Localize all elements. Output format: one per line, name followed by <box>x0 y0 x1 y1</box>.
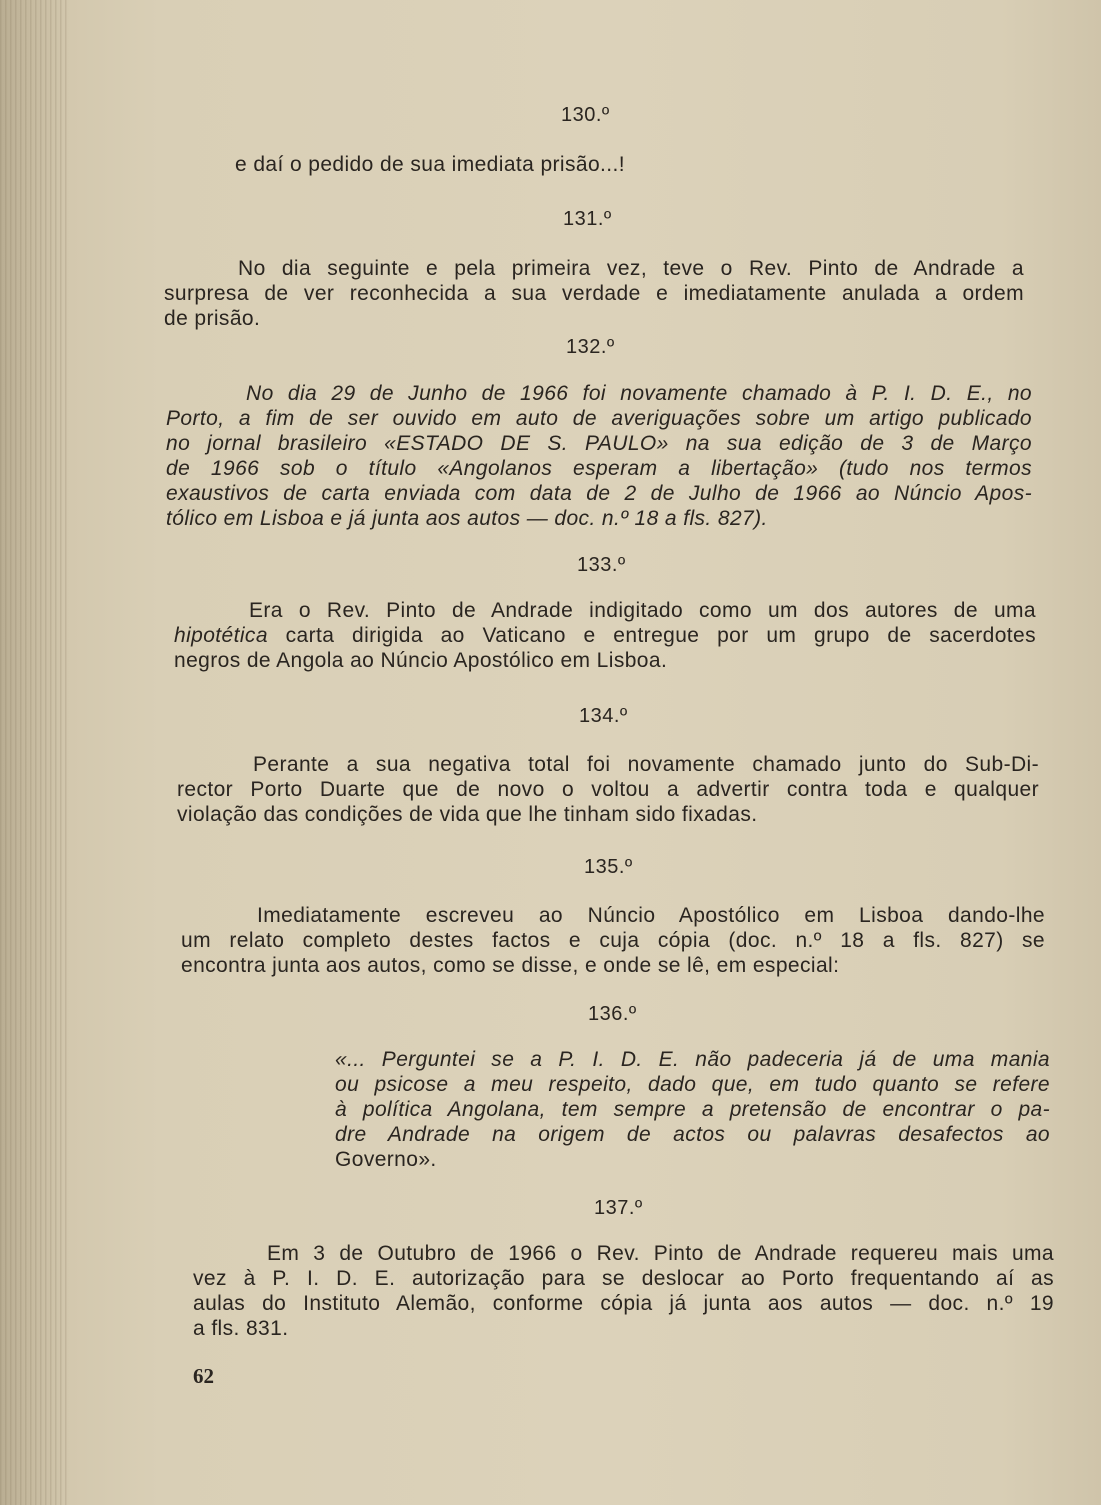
paragraph-line: vez à P. I. D. E. autorização para se deslocar ao Porto frequentando aí as <box>193 1267 1054 1290</box>
paragraph-line: No dia seguinte e pela primeira vez, teve o Rev. Pinto de Andrade a <box>238 257 1024 280</box>
paragraph-line: violação das condições de vida que lhe tinham sido fixadas. <box>177 803 758 826</box>
paragraph-line: a fls. 831. <box>193 1317 289 1340</box>
paragraph-line: negros de Angola ao Núncio Apostólico em Lisboa. <box>174 649 668 672</box>
paragraph-line: ou psicose a meu respeito, dado que, em tudo quanto se refere <box>335 1073 1050 1096</box>
paragraph-line: surpresa de ver reconhecida a sua verdade e imediatamente anulada a ordem <box>164 282 1024 305</box>
paragraph-line: tólico em Lisboa e já junta aos autos — doc. n.º 18 a fls. 827). <box>166 507 768 530</box>
paragraph-line: Era o Rev. Pinto de Andrade indigitado como um dos autores de uma <box>249 599 1036 622</box>
paragraph-line: «... Perguntei se a P. I. D. E. não padeceria já de uma mania <box>335 1048 1050 1071</box>
page-number: 62 <box>193 1364 214 1388</box>
section-number: 131.º <box>563 208 612 230</box>
paragraph <box>181 903 1045 978</box>
paragraph-line: no jornal brasileiro «ESTADO DE S. PAULO» na sua edição de 3 de Março <box>166 432 1032 455</box>
paragraph-line: No dia 29 de Junho de 1966 foi novamente chamado à P. I. D. E., no <box>246 382 1032 405</box>
paragraph-line: à política Angolana, tem sempre a pretensão de encontrar o pa- <box>335 1098 1050 1121</box>
emphasized-word: hipotética <box>174 624 268 647</box>
section-number: 130.º <box>561 104 610 126</box>
paragraph-line: carta dirigida ao Vaticano e entregue por um grupo de sacerdotes <box>285 624 1036 647</box>
paragraph <box>235 152 835 177</box>
paragraph-line: rector Porto Duarte que de novo o voltou a advertir contra toda e qualquer <box>177 778 1039 801</box>
paragraph-line: Perante a sua negativa total foi novamente chamado junto do Sub-Di- <box>253 753 1039 776</box>
section-number: 137.º <box>594 1197 643 1219</box>
paragraph <box>193 1241 1054 1341</box>
paragraph-line: Em 3 de Outubro de 1966 o Rev. Pinto de Andrade requereu mais uma <box>267 1242 1054 1265</box>
paragraph-line: Porto, a fim de ser ouvido em auto de averiguações sobre um artigo publicado <box>166 407 1032 430</box>
paragraph-line-with-emphasis <box>174 623 1036 648</box>
paragraph-line: um relato completo destes factos e cuja cópia (doc. n.º 18 a fls. 827) se <box>181 929 1045 952</box>
section-number: 136.º <box>588 1003 637 1025</box>
paragraph-line: e daí o pedido de sua imediata prisão...! <box>235 153 625 176</box>
section-number: 133.º <box>577 554 626 576</box>
paragraph <box>166 381 1032 531</box>
paragraph-line: Governo». <box>335 1148 437 1171</box>
paragraph-line: encontra junta aos autos, como se disse, e onde se lê, em especial: <box>181 954 840 977</box>
paragraph-line: aulas do Instituto Alemão, conforme cópia já junta aos autos — doc. n.º 19 <box>193 1292 1054 1315</box>
paragraph-line: Imediatamente escreveu ao Núncio Apostólico em Lisboa dando-lhe <box>257 904 1045 927</box>
paragraph-line: de 1966 sob o título «Angolanos esperam a libertação» (tudo nos termos <box>166 457 1032 480</box>
paragraph-line: exaustivos de carta enviada com data de 2 de Julho de 1966 ao Núncio Apos- <box>166 482 1032 505</box>
section-number: 132.º <box>566 336 615 358</box>
page-edge-shadow <box>0 0 70 1505</box>
paragraph-line: dre Andrade na origem de actos ou palavras desafectos ao <box>335 1123 1050 1146</box>
section-number: 134.º <box>579 705 628 727</box>
paragraph <box>174 598 1036 673</box>
paragraph-line: de prisão. <box>164 307 261 330</box>
paragraph <box>164 256 1024 331</box>
quoted-passage <box>335 1047 1050 1172</box>
section-number: 135.º <box>584 856 633 878</box>
paragraph <box>177 752 1039 827</box>
